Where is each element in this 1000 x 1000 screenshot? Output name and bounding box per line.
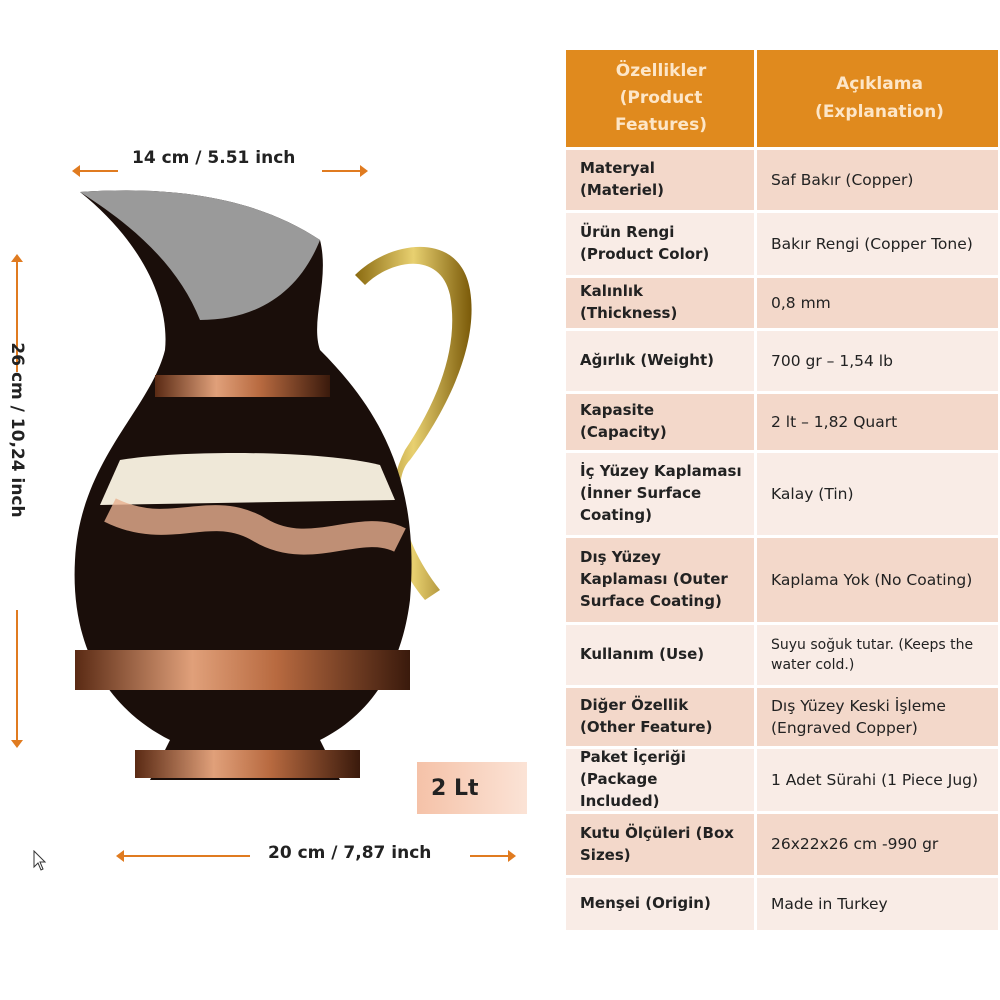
value-cell: Bakır Rengi (Copper Tone) bbox=[757, 213, 998, 275]
value-cell: Made in Turkey bbox=[757, 878, 998, 930]
feature-cell: Kalınlık (Thickness) bbox=[566, 278, 754, 328]
feature-cell: Dış Yüzey Kaplaması (Outer Surface Coating) bbox=[566, 538, 754, 622]
feature-cell: Kullanım (Use) bbox=[566, 625, 754, 685]
value-cell: 2 lt – 1,82 Quart bbox=[757, 394, 998, 450]
height-label: 26 cm / 10,24 inch bbox=[7, 342, 27, 518]
feature-cell: Kutu Ölçüleri (Box Sizes) bbox=[566, 814, 754, 875]
feature-cell: Ürün Rengi (Product Color) bbox=[566, 213, 754, 275]
value-cell: 700 gr – 1,54 lb bbox=[757, 331, 998, 391]
copper-jug-image bbox=[60, 180, 480, 800]
feature-cell: Menşei (Origin) bbox=[566, 878, 754, 930]
feature-cell: Diğer Özellik (Other Feature) bbox=[566, 688, 754, 746]
base-arrow-right bbox=[470, 855, 508, 857]
value-cell: Saf Bakır (Copper) bbox=[757, 150, 998, 210]
feature-cell: Materyal (Materiel) bbox=[566, 150, 754, 210]
height-arrow-bottom bbox=[16, 610, 18, 740]
value-cell: Kalay (Tin) bbox=[757, 453, 998, 535]
feature-cell: İç Yüzey Kaplaması (İnner Surface Coating) bbox=[566, 453, 754, 535]
bottom-width-label: 20 cm / 7,87 inch bbox=[268, 843, 432, 863]
table-row bbox=[566, 538, 998, 622]
feature-cell: Kapasite (Capacity) bbox=[566, 394, 754, 450]
value-cell: Kaplama Yok (No Coating) bbox=[757, 538, 998, 622]
feature-cell: Paket İçeriği (Package Included) bbox=[566, 749, 754, 811]
header-explanation: Açıklama (Explanation) bbox=[757, 50, 998, 147]
table-row bbox=[566, 331, 998, 391]
value-cell: Suyu soğuk tutar. (Keeps the water cold.) bbox=[757, 625, 998, 685]
table-row bbox=[566, 625, 998, 685]
mouse-cursor-icon bbox=[33, 850, 47, 872]
header-features: Özellikler (Product Features) bbox=[566, 50, 754, 147]
table-row bbox=[566, 878, 998, 930]
value-cell: Dış Yüzey Keski İşleme (Engraved Copper) bbox=[757, 688, 998, 746]
value-cell: 26x22x26 cm -990 gr bbox=[757, 814, 998, 875]
value-cell: 1 Adet Sürahi (1 Piece Jug) bbox=[757, 749, 998, 811]
table-row bbox=[566, 688, 998, 746]
width-arrow-right bbox=[322, 170, 360, 172]
table-row bbox=[566, 394, 998, 450]
table-row bbox=[566, 278, 998, 328]
top-width-label: 14 cm / 5.51 inch bbox=[132, 148, 296, 168]
base-arrow-left bbox=[124, 855, 250, 857]
feature-cell: Ağırlık (Weight) bbox=[566, 331, 754, 391]
table-row bbox=[566, 749, 998, 811]
table-row bbox=[566, 453, 998, 535]
value-cell: 0,8 mm bbox=[757, 278, 998, 328]
product-specs-table bbox=[566, 50, 998, 933]
capacity-badge: 2 Lt bbox=[417, 762, 527, 814]
table-header bbox=[566, 50, 998, 147]
table-row bbox=[566, 213, 998, 275]
table-row bbox=[566, 150, 998, 210]
table-row bbox=[566, 814, 998, 875]
width-arrow-left bbox=[80, 170, 118, 172]
